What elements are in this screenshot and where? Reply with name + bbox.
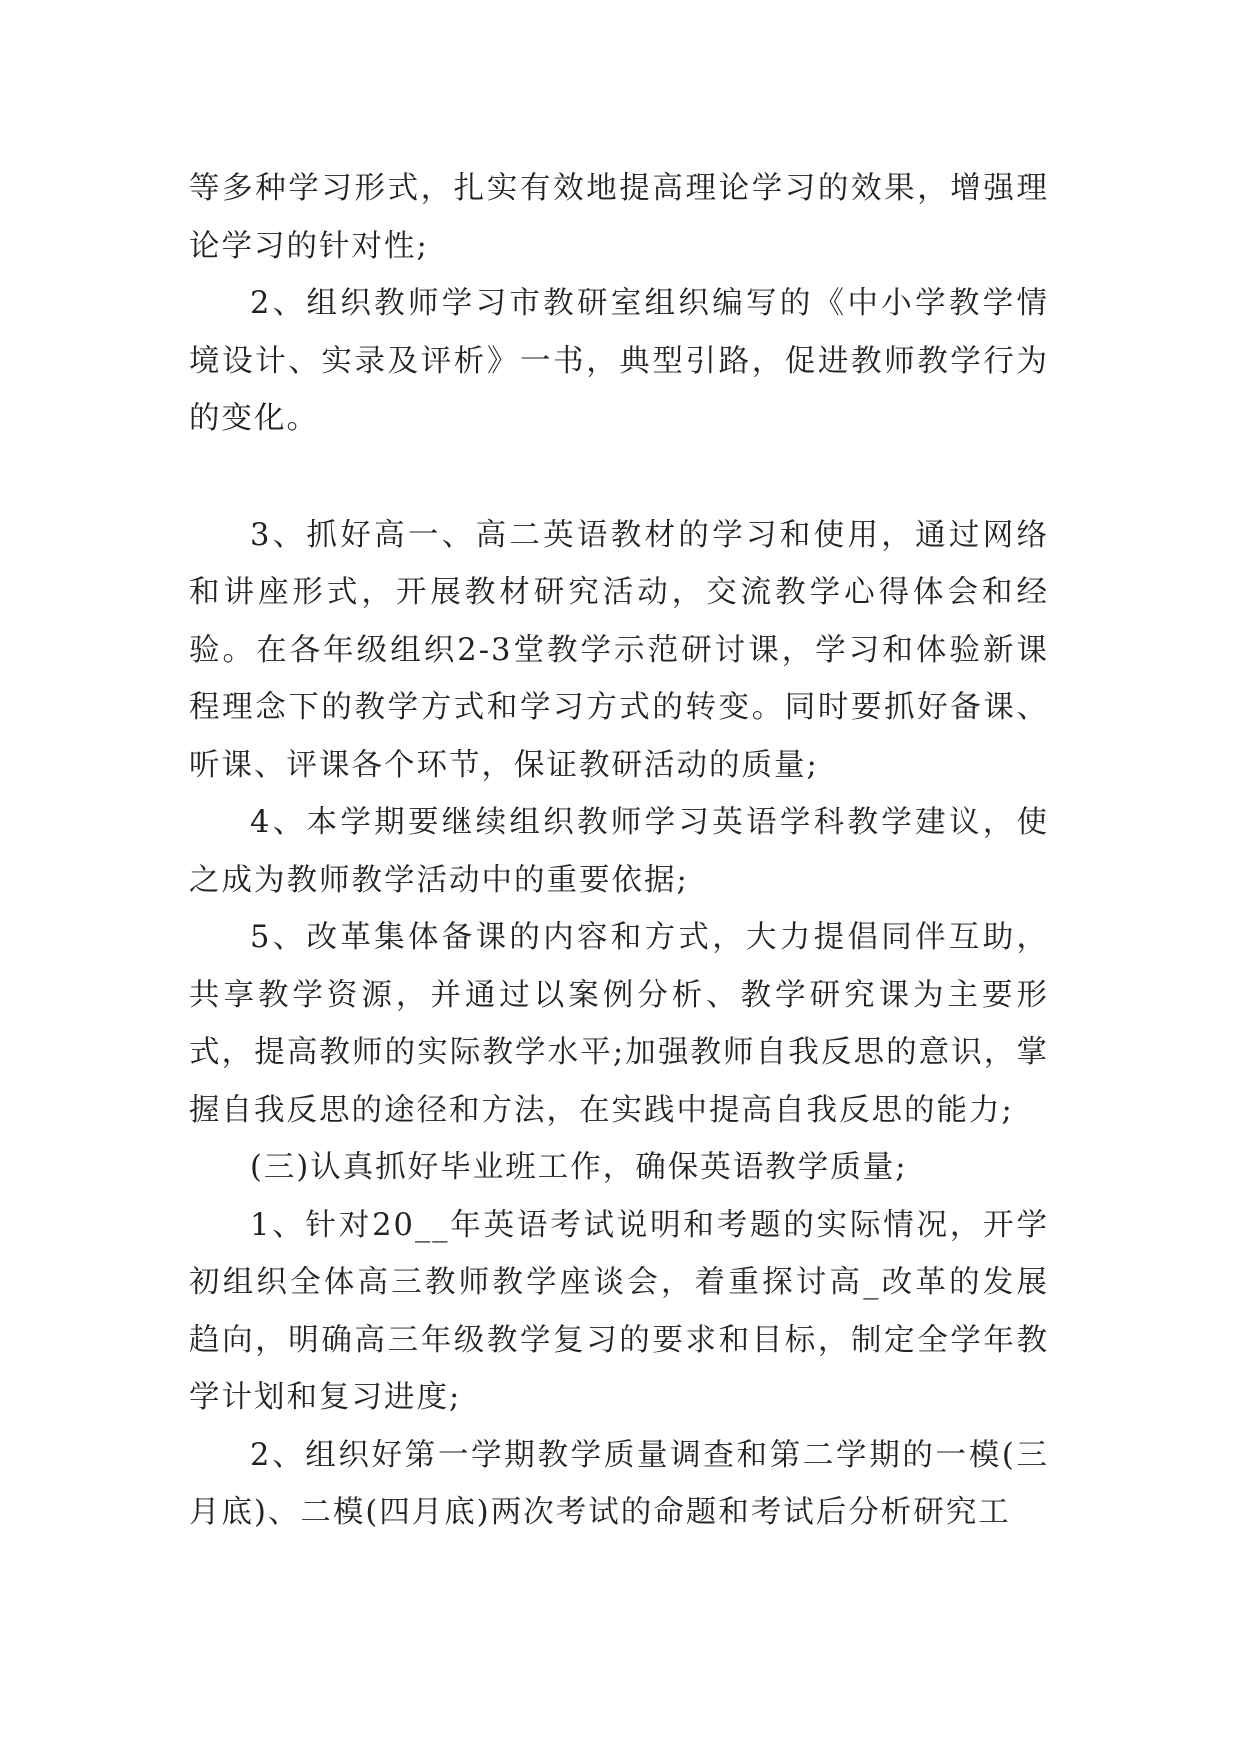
paragraph-item-2: 2、组织教师学习市教研室组织编写的《中小学教学情境设计、实录及评析》一书，典型引路，促进教师教学行为的变化。 xyxy=(189,286,1049,436)
paragraph-item-5: 5、改革集体备课的内容和方式，大力提倡同伴互助，共享教学资源，并通过以案例分析、教学研究课为主要形式，提高教师的实际教学水平;加强教师自我反思的意识，掌握自我反思的途径和方法，在实践中提高自我反思的能力; xyxy=(189,920,1049,1128)
paragraph-item-4: 4、本学期要继续组织教师学习英语学科教学建议，使之成为教师教学活动中的重要依据; xyxy=(189,805,1049,898)
section-heading-3: (三)认真抓好毕业班工作，确保英语教学质量; xyxy=(250,1150,908,1185)
paragraph-item-2b: 2、组织好第一学期教学质量调查和第二学期的一模(三月底)、二模(四月底)两次考试的命题和考试后分析研究工 xyxy=(189,1437,1049,1530)
paragraph-continuation: 等多种学习形式，扎实有效地提高理论学习的效果，增强理论学习的针对性; xyxy=(189,171,1049,264)
paragraph-item-1: 1、针对20__年英语考试说明和考题的实际情况，开学初组织全体高三教师教学座谈会，着重探讨高_改革的发展趋向，明确高三年级教学复习的要求和目标，制定全学年教学计划和复习进度; xyxy=(189,1207,1049,1415)
document-body xyxy=(189,160,1049,1542)
paragraph-item-3: 3、抓好高一、高二英语教材的学习和使用，通过网络和讲座形式，开展教材研究活动，交流教学心得体会和经验。在各年级组织2-3堂教学示范研讨课，学习和体验新课程理念下的教学方式和学习方式的转变。同时要抓好备课、听课、评课各个环节，保证教研活动的质量; xyxy=(189,517,1049,783)
